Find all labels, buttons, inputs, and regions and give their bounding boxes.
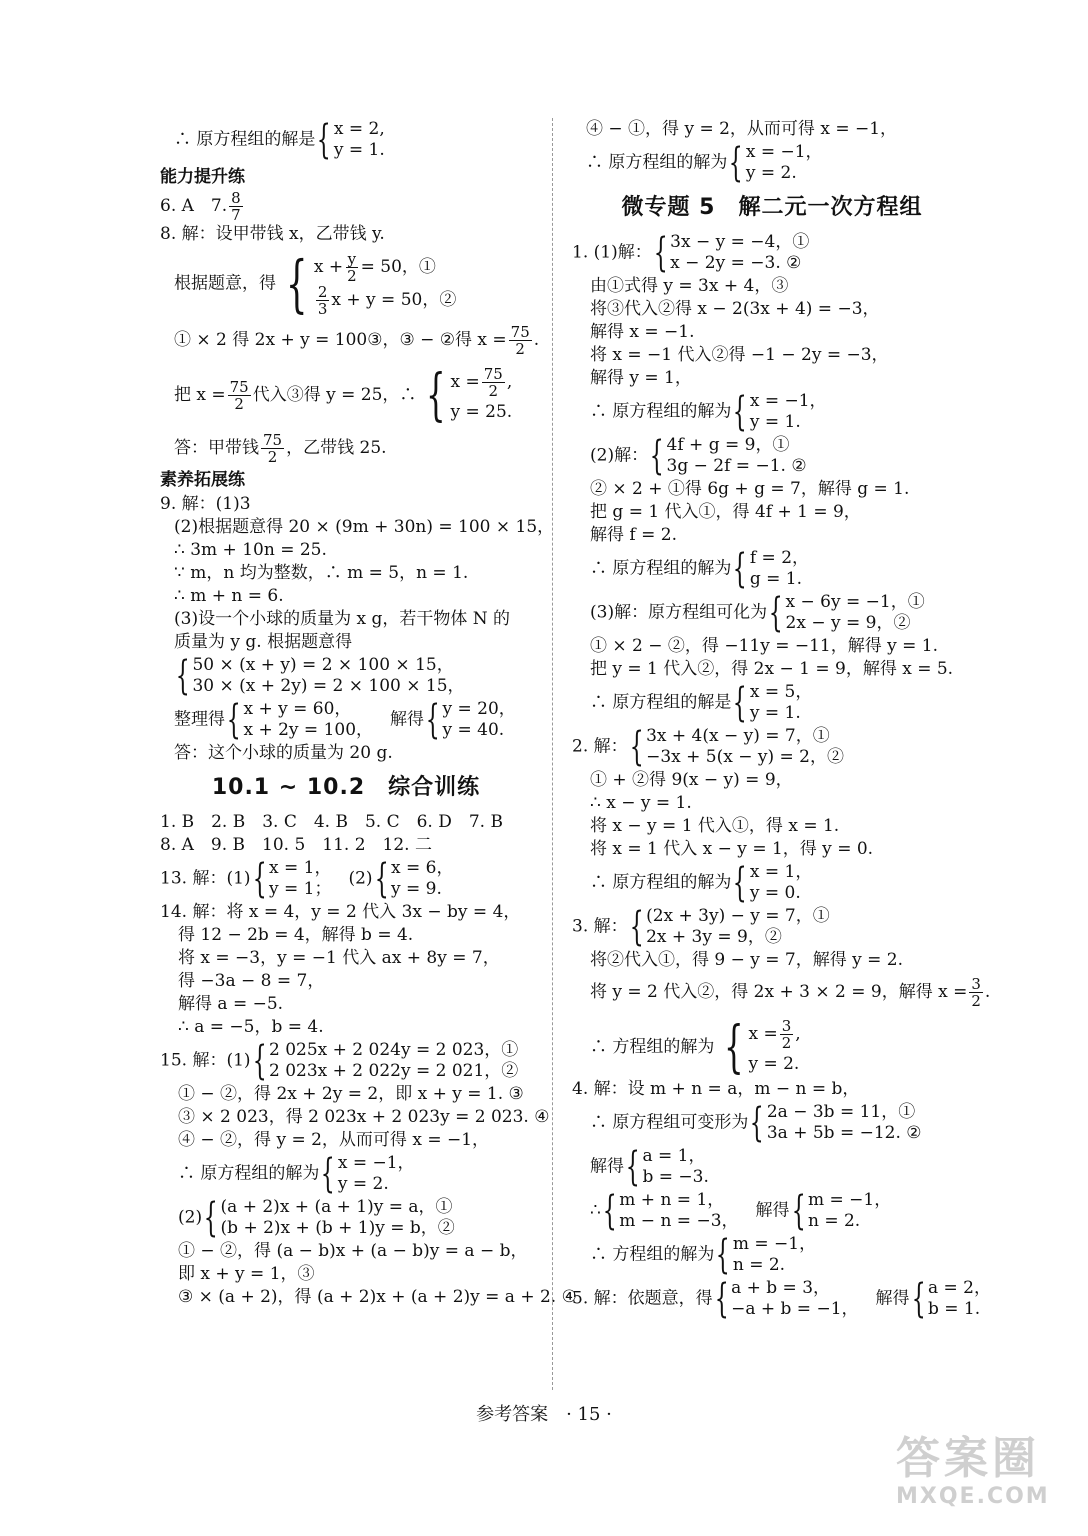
text-line: 9. 解：(1)3: [160, 494, 251, 514]
equation-system: { a = 1， b = −3.: [625, 1144, 709, 1190]
text-line: ∴ { m + n = 1， m − n = −3， 解得 { m = −1， n = 2.: [590, 1188, 892, 1234]
text-line: ∴ 方程组的解为 { x = $\frac{3}{2}$ , y = 2.: [590, 1014, 801, 1080]
text-line: ③ × (a + 2)，得 (a + 2)x + (a + 2)y = a + 2. ④: [178, 1287, 577, 1307]
text-line: ① × 2 − ②，得 −11y = −11，解得 y = 1.: [590, 636, 939, 656]
text-line: 15. 解：(1) { 2 025x + 2 024y = 2 023，① 2 023x + 2 022y = 2 021，②: [160, 1038, 519, 1084]
text-line: 将 x = −3，y = −1 代入 ax + 8y = 7，: [178, 948, 500, 968]
equation-system: { 3x + 4(x − y) = 7，① −3x + 5(x − y) = 2，②: [629, 724, 844, 770]
text-line: ① − ②，得 (a − b)x + (a − b)y = a − b，: [178, 1241, 528, 1261]
text-line: 13. 解：(1) { x = 1， y = 1； (2) { x = 6， y = 9.: [160, 856, 454, 902]
text-line: 答：甲带钱 $\frac{75}{2}$ ，乙带钱 25.: [174, 431, 387, 466]
equation-system: { x = −1， y = 2.: [321, 1151, 415, 1197]
text-line: 得 −3a − 8 = 7，: [178, 971, 325, 991]
equation-system: { x = 2, y = 1.: [317, 117, 385, 163]
text-line: 将 x = −1 代入②得 −1 − 2y = −3，: [590, 345, 889, 365]
text-line: (2)根据题意得 20 × (9m + 30n) = 100 × 15，: [174, 517, 555, 537]
text-line: (3)解：原方程组可化为 { x − 6y = −1，① 2x − y = 9，②: [590, 590, 925, 636]
text-line: ① × 2 得 2x + y = 100③，③ − ②得 x = $\frac{75}{2}$ .: [174, 323, 540, 358]
right-column: [572, 118, 991, 1322]
text-line: 质量为 y g. 根据题意得: [174, 632, 353, 652]
equation-system: { x + $\frac{y}{2}$ = 50，① $\frac{2}{3}$ x + y = 50，②: [286, 247, 457, 320]
left-column: [160, 117, 577, 1309]
text-line: ∴ x − y = 1.: [590, 793, 692, 813]
equation-system: { m = −1， n = 2.: [716, 1232, 817, 1278]
page-footer: 参考答案 · 15 ·: [476, 1404, 612, 1425]
equation-system: { 2 025x + 2 024y = 2 023，① 2 023x + 2 022y = 2 021，②: [252, 1038, 519, 1084]
equation-system: { x = 5， y = 1.: [733, 680, 813, 726]
text-line: 即 x + y = 1，③: [178, 1264, 315, 1284]
equation-system: { m + n = 1， m − n = −3，: [602, 1188, 739, 1234]
equation-system: { x = $\frac{75}{2}$ , y = 25.: [425, 362, 513, 428]
text-line: 将 x − y = 1 代入①，得 x = 1.: [590, 816, 840, 836]
watermark-logo: 答案圈 MXQE.COM: [896, 1433, 1050, 1509]
equation-system: { x = 1， y = 0.: [733, 860, 813, 906]
text-line: 解得 y = 1，: [590, 368, 692, 388]
text-line: 把 x = $\frac{75}{2}$ 代入③得 y = 25，∴ { x = $\frac{75}{2}$ , y = 25.: [174, 362, 513, 428]
equation-system: { (a + 2)x + (a + 1)y = a，① (b + 2)x + (b + 1)y = b，②: [203, 1195, 455, 1241]
text-line: ③ × 2 023，得 2 023x + 2 023y = 2 023. ④: [178, 1107, 550, 1127]
equation-system: { 4f + g = 9，① 3g − 2f = −1. ②: [649, 433, 807, 479]
equation-system: { y = 20， y = 40.: [425, 697, 516, 743]
text-line: ① + ②得 9(x − y) = 9，: [590, 770, 793, 790]
text-line: 1. B 2. B 3. C 4. B 5. C 6. D 7. B: [160, 812, 503, 832]
text-line: 2. 解： { 3x + 4(x − y) = 7，① −3x + 5(x − y) = 2，②: [572, 724, 844, 770]
text-line: [160, 654, 532, 698]
text-line: ∴ 原方程组的解为 { x = −1， y = 2.: [586, 140, 823, 186]
text-line: ∴ 原方程组的解是 { x = 2, y = 1.: [174, 117, 385, 163]
text-line: 1. (1)解： { 3x − y = −4，① x − 2y = −3. ②: [572, 230, 810, 276]
equation-system: { f = 2， g = 1.: [733, 546, 810, 592]
equation-system: { m = −1， n = 2.: [791, 1188, 892, 1234]
text-line: ∴ 原方程组的解为 { x = −1， y = 1.: [590, 389, 827, 435]
text-line: 解得 x = −1.: [590, 322, 695, 342]
text-line: 14. 解：将 x = 4，y = 2 代入 3x − by = 4，: [160, 902, 521, 922]
text-line: 4. 解：设 m + n = a，m − n = b，: [572, 1079, 860, 1099]
section-title: 微专题 5 解二元一次方程组: [621, 195, 923, 220]
text-line: ∴ 3m + 10n = 25.: [174, 540, 327, 560]
text-line: ④ − ①，得 y = 2，从而可得 x = −1，: [586, 119, 898, 139]
text-line: 5. 解：依题意，得 { a + b = 3， −a + b = −1， 解得 { a = 2， b = 1.: [572, 1276, 991, 1322]
text-line: 8. 解：设甲带钱 x，乙带钱 y.: [160, 224, 385, 244]
equation-system: { x = −1， y = 2.: [729, 140, 823, 186]
text-line: (3)设一个小球的质量为 x g，若干物体 N 的: [174, 609, 511, 629]
text-line: ∴ 原方程组的解为 { f = 2， g = 1.: [590, 546, 810, 592]
equation-system: { 2a − 3b = 11，① 3a + 5b = −12. ②: [750, 1100, 922, 1146]
text-line: ∴ a = −5，b = 4.: [178, 1017, 324, 1037]
text-line: 把 g = 1 代入①，得 4f + 1 = 9，: [590, 502, 861, 522]
equation-system: { x = 6， y = 9.: [374, 856, 454, 902]
text-line: (2) { (a + 2)x + (a + 1)y = a，① (b + 2)x + (b + 1)y = b，②: [178, 1195, 455, 1241]
text-line: 3. 解： { (2x + 3y) − y = 7，① 2x + 3y = 9，②: [572, 904, 830, 950]
text-line: 由①式得 y = 3x + 4，③: [590, 276, 789, 296]
equation-system: { (2x + 3y) − y = 7，① 2x + 3y = 9，②: [629, 904, 830, 950]
equation-system: { a + b = 3， −a + b = −1，: [714, 1276, 859, 1322]
fraction: $\frac{75}{2}$: [510, 323, 530, 358]
section-title: 10.1 ~ 10.2 综合训练: [211, 775, 481, 800]
text-line: 解得 f = 2.: [590, 525, 677, 545]
text-line: 解得 a = −5.: [178, 994, 284, 1014]
text-line: ④ − ②，得 y = 2，从而可得 x = −1，: [178, 1130, 490, 1150]
equation-system: { x + y = 60， x + 2y = 100，: [226, 697, 374, 743]
text-line: (2)解： { 4f + g = 9，① 3g − 2f = −1. ②: [590, 433, 807, 479]
text-line: 得 12 − 2b = 4，解得 b = 4.: [178, 925, 414, 945]
fraction: $\frac{8}{7}$: [231, 189, 241, 224]
text-line: 整理得 { x + y = 60， x + 2y = 100， 解得 { y = 20， y = 40.: [174, 697, 516, 743]
text-line: ∴ 方程组的解为 { m = −1， n = 2.: [590, 1232, 817, 1278]
equation-system: { 50 × (x + y) = 2 × 100 × 15， 30 × (x + 2y) = 2 × 100 × 15，: [175, 653, 465, 699]
text-line: 把 y = 1 代入②，得 2x − 1 = 9，解得 x = 5.: [590, 659, 954, 679]
fraction: $\frac{75}{2}$: [229, 378, 249, 413]
text-line: 6. A 7. $\frac{8}{7}$: [160, 189, 241, 224]
equation-system: { x = $\frac{3}{2}$ , y = 2.: [723, 1014, 801, 1080]
text-line: 将③代入②得 x − 2(3x + 4) = −3，: [590, 299, 880, 319]
equation-system: { x = −1， y = 1.: [733, 389, 827, 435]
text-line: 答：这个小球的质量为 20 g.: [174, 743, 393, 763]
text-line: ② × 2 + ①得 6g + g = 7，解得 g = 1.: [590, 479, 910, 499]
text-line: 8. A 9. B 10. 5 11. 2 12. 二: [160, 835, 432, 855]
text-line: 将 y = 2 代入②，得 2x + 3 × 2 = 9，解得 x = $\frac{3}{2}$ .: [590, 975, 991, 1010]
text-line: 将②代入①，得 9 − y = 7，解得 y = 2.: [590, 950, 904, 970]
fraction: $\frac{3}{2}$: [971, 975, 981, 1010]
text-line: ∵ m，n 均为整数，∴ m = 5，n = 1.: [174, 563, 469, 583]
text-line: ∴ m + n = 6.: [174, 586, 284, 606]
text-line: ∴ 原方程组的解为 { x = 1， y = 0.: [590, 860, 813, 906]
text-line: 将 x = 1 代入 x − y = 1，得 y = 0.: [590, 839, 874, 859]
equation-system: { a = 2， b = 1.: [911, 1276, 991, 1322]
equation-system: { 3x − y = −4，① x − 2y = −3. ②: [653, 230, 810, 276]
section-heading: 素养拓展练: [160, 470, 245, 490]
text-line: 根据题意，得 { x + $\frac{y}{2}$ = 50，① $\frac{2}{3}$ x + y = 50，②: [174, 247, 457, 320]
section-heading: 能力提升练: [160, 167, 245, 187]
equation-system: { x = 1， y = 1；: [252, 856, 332, 902]
fraction: $\frac{75}{2}$: [263, 431, 283, 466]
text-line: ① − ②，得 2x + 2y = 2，即 x + y = 1. ③: [178, 1084, 524, 1104]
text-line: 解得 { a = 1， b = −3.: [590, 1144, 709, 1190]
column-divider: [552, 118, 553, 1390]
equation-system: { x − 6y = −1，① 2x − y = 9，②: [768, 590, 925, 636]
text-line: ∴ 原方程组的解是 { x = 5， y = 1.: [590, 680, 813, 726]
text-line: ∴ 原方程组可变形为 { 2a − 3b = 11，① 3a + 5b = −12. ②: [590, 1100, 922, 1146]
text-line: ∴ 原方程组的解为 { x = −1， y = 2.: [178, 1151, 415, 1197]
